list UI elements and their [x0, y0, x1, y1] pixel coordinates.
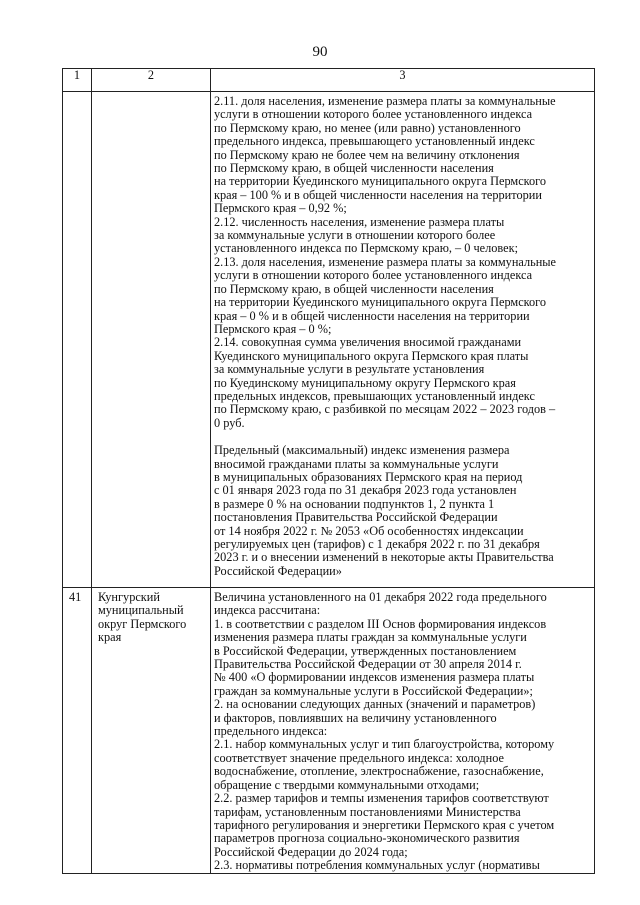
text-line: и факторов, повлиявших на величину установленного: [214, 710, 497, 725]
text-line: [214, 430, 591, 444]
text-line: услуги в отношении которого более установленного индекса: [214, 107, 533, 122]
text-line: 2.13. доля населения, изменение размера платы за коммунальные: [214, 254, 557, 269]
text-line: тарифного регулирования и энергетики Пермского края с учетом: [214, 817, 555, 832]
text-line: за коммунальные услуги в отношении которого более: [214, 228, 496, 243]
text-line: в Российской Федерации, утвержденных постановлением: [214, 643, 517, 658]
header-col-3: 3: [211, 69, 595, 92]
page-number: 90: [312, 44, 328, 60]
text-line: предельного индекса, превышающего установленный индекс: [214, 134, 535, 149]
text-line: края – 0 % и в общей численности населения на территории: [214, 308, 530, 323]
text-line: предельных индексов, превышающих установленный индекс: [214, 388, 535, 403]
text-line: от 14 ноября 2022 г. № 2053 «Об особенностях индексации: [214, 523, 524, 538]
text-line: по Куединскому муниципальному округу Пермского края: [214, 375, 516, 390]
text-line: за коммунальные услуги в результате установления: [214, 362, 485, 377]
text-line: предельного индекса:: [214, 724, 328, 739]
text-line: Правительства Российской Федерации от 30 апреля 2014 г.: [214, 657, 522, 672]
text-line: по Пермскому краю, с разбивкой по месяцам 2022 – 2023 годов –: [214, 402, 556, 417]
text-line: Российской Федерации до 2024 года;: [214, 844, 408, 859]
row-number-cell: 41: [63, 588, 92, 874]
text-line: в муниципальных образованиях Пермского края на период: [214, 469, 523, 484]
text-line: соответствует значение предельного индекса: холодное: [214, 750, 504, 765]
text-line: услуги в отношении которого более установленного индекса: [214, 268, 533, 283]
text-line: 2.3. нормативы потребления коммунальных услуг (нормативы: [214, 858, 540, 873]
text-line: 2023 г. и о внесении изменений в некоторые акты Правительства: [214, 550, 554, 565]
table-row: [63, 92, 595, 588]
row-number-cell: [63, 92, 92, 588]
text-line: вносимой гражданами платы за коммунальные услуги: [214, 456, 499, 471]
document-table: [62, 68, 595, 874]
description-cell: [211, 92, 595, 588]
text-line: постановления Правительства Российской Федерации: [214, 510, 498, 525]
text-line: регулируемых цен (тарифов) с 1 декабря 2022 г. по 31 декабря: [214, 537, 540, 551]
text-line: по Пермскому краю не более чем на величину отклонения: [214, 147, 520, 162]
text-line: Куединского муниципального округа Пермского края платы: [214, 348, 529, 363]
text-line: 2. на основании следующих данных (значений и параметров): [214, 697, 536, 712]
text-line: индекса рассчитана:: [214, 603, 321, 618]
text-line: края – 100 % и в общей численности населения на территории: [214, 187, 542, 202]
text-line: 2.14. совокупная сумма увеличения вносимой гражданами: [214, 335, 522, 350]
text-line: Величина установленного на 01 декабря 2022 года предельного: [214, 590, 547, 604]
text-line: 2.12. численность населения, изменение размера платы: [214, 214, 505, 229]
text-line: 2.11. доля населения, изменение размера платы за коммунальные: [214, 94, 556, 108]
text-line: по Пермскому краю, в общей численности населения: [214, 161, 494, 176]
text-line: 2.1. набор коммунальных услуг и тип благоустройства, которому: [214, 737, 555, 752]
table-row: [63, 588, 595, 874]
text-line: граждан за коммунальные услуги в Российской Федерации»;: [214, 683, 533, 698]
header-col-1: 1: [63, 69, 92, 92]
text-line: изменения размера платы граждан за коммунальные услуги: [214, 630, 527, 645]
text-line: на территории Куединского муниципального округа Пермского: [214, 174, 547, 189]
text-line: муниципальный: [98, 603, 184, 618]
text-line: № 400 «О формировании индексов изменения размера платы: [214, 670, 535, 685]
region-cell: [92, 588, 211, 874]
text-line: установленного индекса по Пермскому краю, – 0 человек;: [214, 241, 518, 256]
text-line: Предельный (максимальный) индекс изменения размера: [214, 443, 510, 458]
text-line: края: [98, 630, 122, 645]
text-line: по Пермскому краю, но менее (или равно) установленного: [214, 120, 521, 135]
text-line: по Пермскому краю, в общей численности населения: [214, 281, 494, 296]
text-line: Кунгурский: [98, 590, 160, 604]
text-line: Пермского края – 0,92 %;: [214, 201, 347, 216]
text-line: на территории Куединского муниципального округа Пермского: [214, 295, 547, 310]
region-cell: [92, 92, 211, 588]
text-line: Российской Федерации»: [214, 563, 342, 578]
scan-edge: [0, 893, 640, 905]
text-line: Пермского края – 0 %;: [214, 321, 332, 336]
text-line: 2.2. размер тарифов и темпы изменения тарифов соответствуют: [214, 791, 549, 806]
table-header-row: [63, 69, 595, 92]
text-line: в размере 0 % на основании подпунктов 1, 2 пункта 1: [214, 496, 495, 511]
text-line: 0 руб.: [214, 415, 245, 430]
text-line: обращение с твердыми коммунальными отходами;: [214, 777, 480, 792]
header-col-2: 2: [92, 69, 211, 92]
text-line: округ Пермского: [98, 616, 187, 631]
text-line: параметров прогноза социально-экономического развития: [214, 831, 520, 846]
description-cell: [211, 588, 595, 874]
text-line: тарифам, установленным постановлениями Министерства: [214, 804, 521, 819]
text-line: с 01 января 2023 года по 31 декабря 2023 года установлен: [214, 483, 517, 498]
text-line: 1. в соответствии с разделом III Основ формирования индексов: [214, 616, 547, 631]
text-line: водоснабжение, отопление, электроснабжение, газоснабжение,: [214, 764, 544, 779]
